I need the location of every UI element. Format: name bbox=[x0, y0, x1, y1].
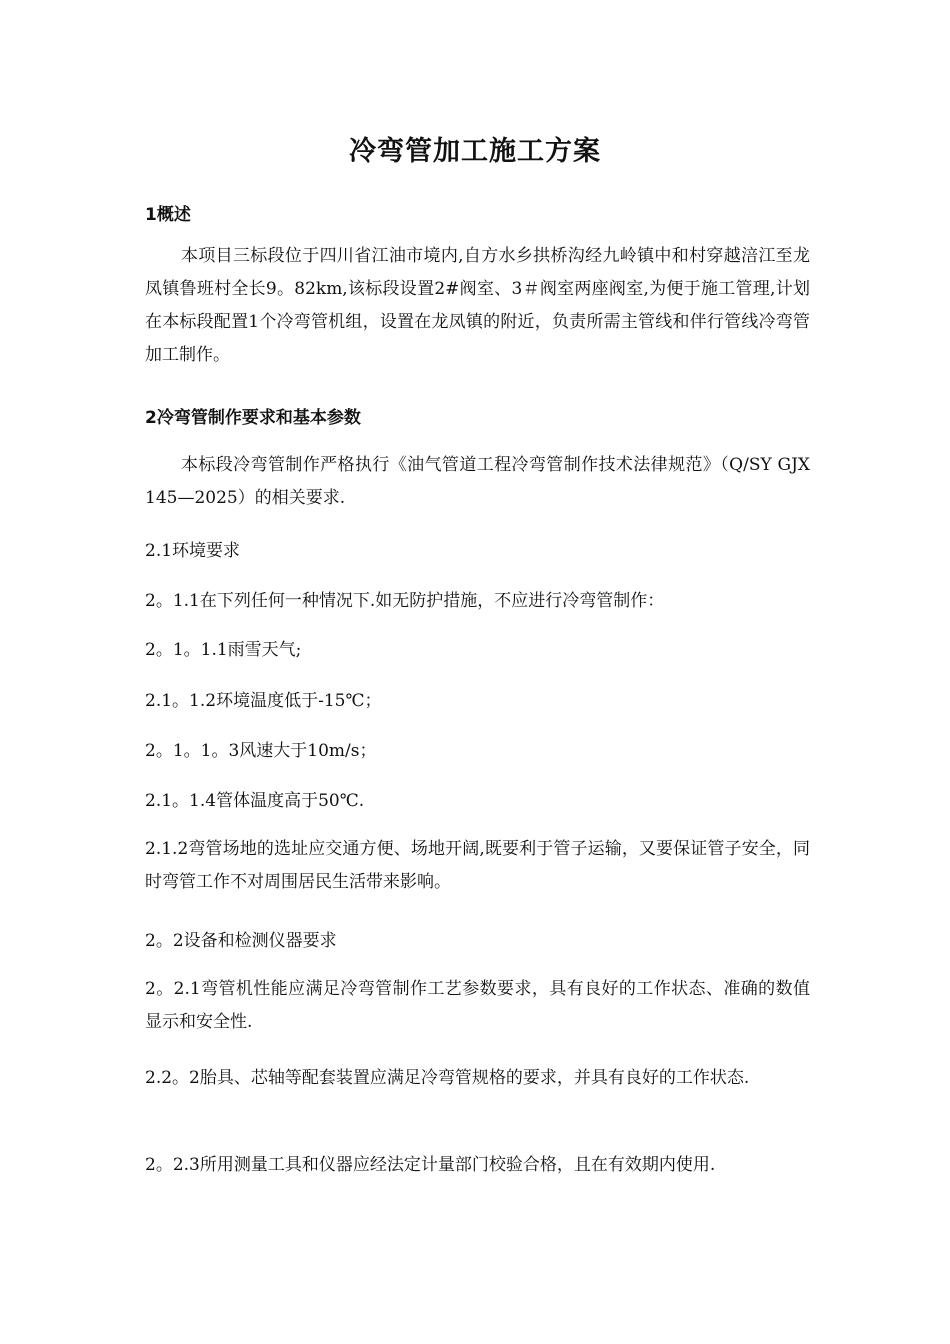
subsection-heading-equipment: 2。2设备和检测仪器要求 bbox=[145, 931, 337, 951]
overview-paragraph: 本项目三标段位于四川省江油市境内,自方水乡拱桥沟经九岭镇中和村穿越涪江至龙凤镇鲁班村全长9。82km,该标段设置2#阀室、3＃阀室两座阀室,为便于施工管理,计划在本标段配置1个冷弯管机组，设置在龙凤镇的附近，负责所需主管线和伴行管线冷弯管加工制作。 bbox=[145, 246, 810, 365]
requirements-paragraph: 本标段冷弯管制作严格执行《油气管道工程冷弯管制作技术法律规范》（Q/SY GJX 145—2025）的相关要求. bbox=[145, 455, 810, 508]
section-heading-overview: 1概述 bbox=[145, 205, 191, 225]
clause-2-2-2: 2.2。2胎具、芯轴等配套装置应满足冷弯管规格的要求，并具有良好的工作状态. bbox=[145, 1068, 750, 1088]
clause-2-1-1-2: 2.1。1.2环境温度低于-15℃； bbox=[145, 691, 382, 711]
section-heading-requirements: 2冷弯管制作要求和基本参数 bbox=[145, 408, 361, 428]
clause-2-1-1-3: 2。1。1。3风速大于10m/s； bbox=[145, 741, 377, 761]
subsection-heading-environment: 2.1环境要求 bbox=[145, 541, 241, 561]
clause-2-1-1: 2。1.1在下列任何一种情况下.如无防护措施，不应进行冷弯管制作： bbox=[145, 591, 665, 611]
clause-2-2-3: 2。2.3所用测量工具和仪器应经法定计量部门校验合格，且在有效期内使用. bbox=[145, 1155, 716, 1175]
clause-2-1-2: 2.1.2弯管场地的选址应交通方便、场地开阔,既要利于管子运输，又要保证管子安全，同时弯管工作不对周围居民生活带来影响。 bbox=[145, 839, 810, 892]
clause-2-1-1-4: 2.1。1.4管体温度高于50℃. bbox=[145, 791, 365, 811]
clause-2-2-1: 2。2.1弯管机性能应满足冷弯管制作工艺参数要求，具有良好的工作状态、准确的数值显示和安全性. bbox=[145, 979, 810, 1032]
clause-2-1-1-1: 2。1。1.1雨雪天气; bbox=[145, 640, 302, 660]
document-title: 冷弯管加工施工方案 bbox=[349, 136, 601, 167]
